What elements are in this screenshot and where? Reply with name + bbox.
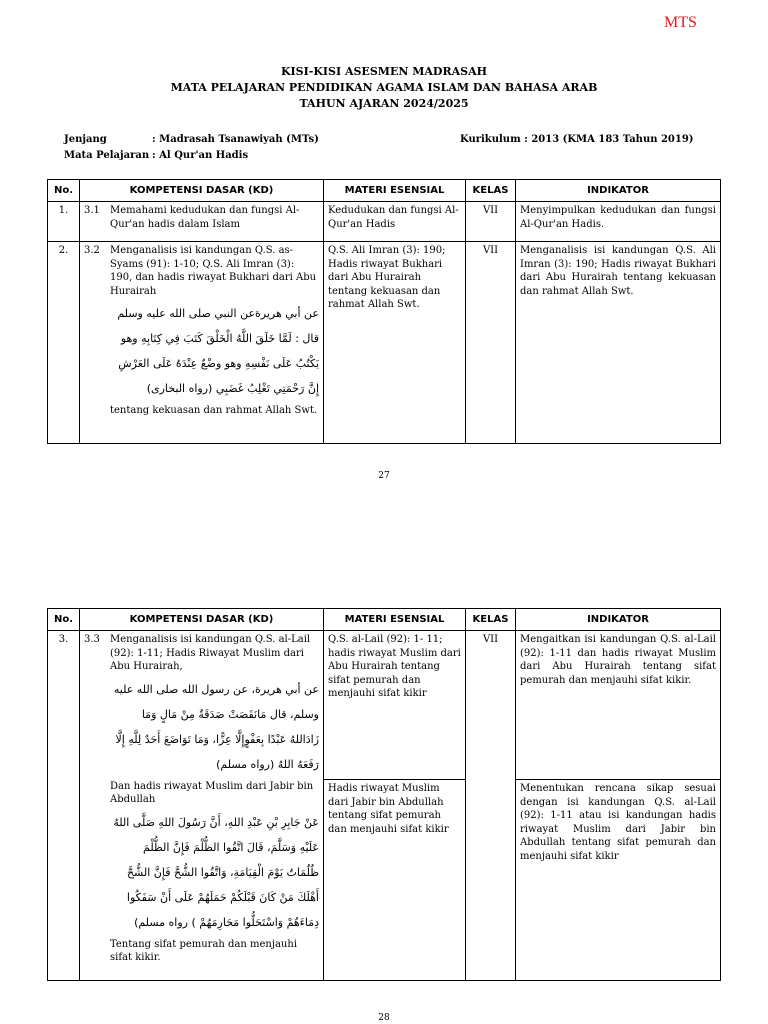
row-no: 1. (48, 202, 80, 242)
row-indikator: Menyimpulkan kedudukan dan fungsi Al-Qur'an Hadis. (516, 202, 721, 242)
header-kelas: KELAS (466, 609, 516, 631)
table-row (48, 631, 721, 981)
kisi-table-page-28 (47, 608, 721, 981)
row-kelas: VII (466, 631, 516, 981)
kd-code: 3.3 (84, 634, 100, 645)
row-kelas: VII (466, 242, 516, 444)
kd-tail: tentang kekuasan dan rahmat Allah Swt. (110, 405, 318, 416)
kd-code: 3.1 (84, 205, 100, 216)
jenjang-label: Jenjang (64, 134, 107, 145)
header-kd: KOMPETENSI DASAR (KD) (80, 609, 324, 631)
header-kd: KOMPETENSI DASAR (KD) (80, 180, 324, 202)
meta-right (460, 132, 694, 148)
row-no: 3. (48, 631, 80, 981)
title-line-3: TAHUN AJARAN 2024/2025 (299, 97, 469, 110)
kurikulum: Kurikulum : 2013 (KMA 183 Tahun 2019) (460, 134, 694, 145)
kd-text: Menganalisis isi kandungan Q.S. as-Syams (91): 1-10; Q.S. Ali Imran (3): 190, dan hadis riwayat Bukhari dari Abu Hurairah (110, 245, 317, 297)
header-indikator: INDIKATOR (516, 609, 721, 631)
materi-2: Hadis riwayat Muslim dari Jabir bin Abdullah tentang sifat pemurah dan menjauhi sifat kikir (324, 779, 465, 838)
header-no: No. (48, 180, 80, 202)
kd-arabic-text-2: عَنْ جَابِرِ بْنِ عَبْدِ اللهِ، أَنَّ رَسُولَ اللهِ صَلَّى اللهُ عَلَيْهِ وَسَلَّمَ، قَالَ اتَّقُوا الظُّلْمَ فَإِنَّ الظُّلْمَ ظُلُمَاتٌ يَوْمَ الْقِيَامَةِ، وَاتَّقُوا الشُّحَّ فَإِنَّ الشُّحَّ أَهْلَكَ مَنْ كَانَ قَبْلَكُمْ حَمَلَهُمْ عَلَى أَنْ سَفَكُوا دِمَاءَهُمْ وَاسْتَحَلُّوا مَحَارِمَهُمْ ) رواه مسلم) (113, 815, 319, 929)
header-kelas: KELAS (466, 180, 516, 202)
kd-text: Menganalisis isi kandungan Q.S. al-Lail (92): 1-11; Hadis Riwayat Muslim dari Abu Hurairah, (110, 634, 311, 672)
mapel-label: Mata Pelajaran (64, 150, 150, 161)
row-no: 2. (48, 242, 80, 444)
row-indikator: Menganalisis isi kandungan Q.S. Ali Imran (3): 190; Hadis riwayat Bukhari dari Abu Hurairah tentang kekuasan dan rahmat Allah Swt. (516, 242, 721, 444)
indikator-2: Menentukan rencana sikap sesuai dengan isi kandungan Q.S. al-Lail (92): 1-11 atau isi kandungan hadis riwayat Muslim dari Jabir bin Abdullah tentang sifat pemurah dan menjauhi sifat kikir (516, 779, 720, 865)
kd-mid: Dan hadis riwayat Muslim dari Jabir bin Abdullah (110, 780, 314, 805)
row-kelas: VII (466, 202, 516, 242)
kd-arabic-text-1: عن أبي هريرة، عن رسول الله صلى الله عليه وسلم، قال مَانَقَصَتْ صَدَقَةٌ مِنْ مَالٍ وَمَا زَادَاللهُ عَبْدًا بِعَفْوٍإِلَّا عِزًّا، وَمَا تَوَاضَعَ أَحَدٌ لِلَّهِ إِلَّا رَفَعَهُ اللهُ (رواه مسلم) (113, 682, 319, 771)
kd-code: 3.2 (84, 245, 100, 256)
row-materi: Q.S. Ali Imran (3): 190; Hadis riwayat Bukhari dari Abu Hurairah tentang kekuasan dan rahmat Allah Swt. (324, 242, 466, 444)
header-materi: MATERI ESENSIAL (324, 180, 466, 202)
kd-tail: Tentang sifat pemurah dan menjauhi sifat kikir. (110, 938, 298, 963)
table-row (48, 202, 721, 242)
document-title (0, 64, 768, 112)
materi-1: Q.S. al-Lail (92): 1- 11; hadis riwayat Muslim dari Abu Hurairah tentang sifat pemurah dan menjauhi sifat kikir (328, 634, 461, 699)
header-materi: MATERI ESENSIAL (324, 609, 466, 631)
page-number-27: 27 (378, 471, 390, 481)
row-kd (80, 202, 324, 242)
kisi-table-page-27 (47, 179, 721, 444)
indikator-1: Mengaitkan isi kandungan Q.S. al-Lail (92): 1-11 dan hadis riwayat Muslim dari Abu Hurairah tentang sifat pemurah dan menjauhi sifat kikir. (520, 634, 716, 686)
kd-arabic-text: عن أبي هريرةعن النبي صلى الله عليه وسلم قال : لَمَّا خَلَقَ اللَّهُ الْخَلْقَ كَتَبَ فِي كِتَابِهِ وهو يَكْتُبُ عَلَى نَفْسِهِ وهو وضْعٌ عِنْدَهُ عَلَى العَرْشِ إِنَّ رَحْمَتِي تَغْلِبُ غَضَبِي (رواه البخارى) (117, 307, 319, 395)
row-materi (324, 631, 466, 981)
kd-text: Memahami kedudukan dan fungsi Al-Qur'an hadis dalam Islam (110, 205, 300, 230)
row-materi: Kedudukan dan fungsi Al-Qur'an Hadis (324, 202, 466, 242)
header-indikator: INDIKATOR (516, 180, 721, 202)
row-indikator (516, 631, 721, 981)
row-kd (80, 631, 324, 981)
title-line-1: KISI-KISI ASESMEN MADRASAH (280, 65, 488, 78)
corner-label: MTS (664, 14, 697, 31)
table-row (48, 242, 721, 444)
mapel-value: : Al Qur'an Hadis (152, 150, 249, 161)
page-number-28: 28 (378, 1013, 390, 1023)
title-line-2: MATA PELAJARAN PENDIDIKAN AGAMA ISLAM DAN BAHASA ARAB (170, 81, 598, 94)
header-no: No. (48, 609, 80, 631)
meta-left (64, 132, 319, 164)
jenjang-value: : Madrasah Tsanawiyah (MTs) (152, 134, 319, 145)
row-kd (80, 242, 324, 444)
